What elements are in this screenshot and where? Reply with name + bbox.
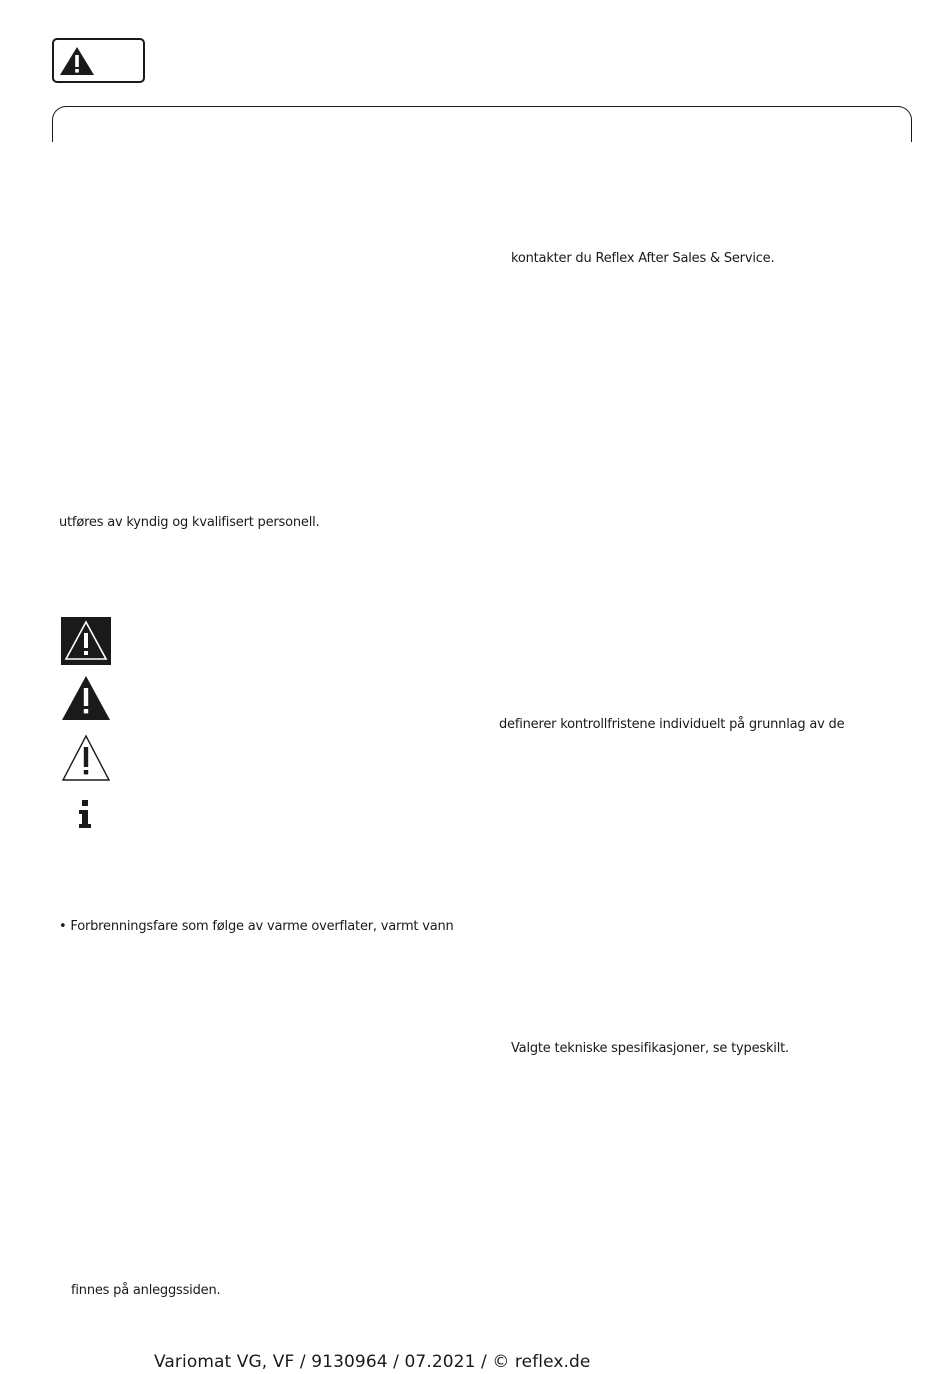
qualified-personnel-text: utføres av kyndig og kvalifisert personell. <box>59 515 320 530</box>
section-header-frame <box>52 106 912 142</box>
boxed-warning-icon <box>61 617 111 665</box>
inspection-intervals-text: definerer kontrollfristene individuelt på grunnlag av de <box>499 717 845 732</box>
outline-warning-icon <box>61 734 111 782</box>
technical-specs-text: Valgte tekniske spesifikasjoner, se typeskilt. <box>511 1041 789 1056</box>
page-footer: Variomat VG, VF / 9130964 / 07.2021 / © reflex.de <box>154 1352 591 1372</box>
service-contact-text: kontakter du Reflex After Sales & Service. <box>511 251 775 266</box>
burn-hazard-bullet: • Forbrenningsfare som følge av varme overflater, varmt vann <box>59 919 454 934</box>
info-icon <box>77 800 93 828</box>
warning-triangle-icon <box>59 46 95 76</box>
warning-tab <box>52 38 145 83</box>
plant-side-text: finnes på anleggssiden. <box>71 1283 221 1298</box>
filled-warning-icon <box>61 675 111 721</box>
